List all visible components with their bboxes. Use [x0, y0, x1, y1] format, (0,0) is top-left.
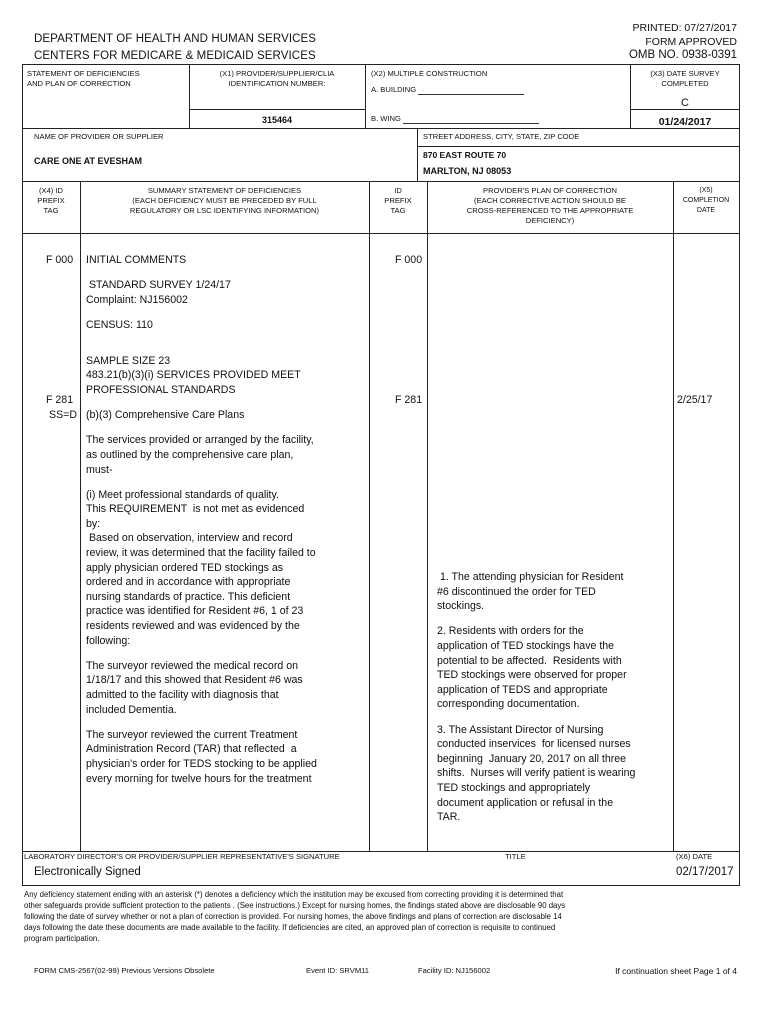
plan-line: corresponding documentation. — [437, 698, 580, 711]
city-state-zip: MARLTON, NJ 08053 — [423, 166, 512, 176]
provider-id-number: 315464 — [261, 115, 293, 125]
disclaimer-line: days following the date these documents are made available to the facility. If deficiencies are cited, an approved plan of correction is requisite to continued — [24, 923, 556, 932]
street-address: 870 EAST ROUTE 70 — [423, 150, 507, 160]
summary-line: included Dementia. — [86, 703, 177, 716]
tag-f281-right: F 281 — [395, 394, 423, 406]
summary-line: review, it was determined that the facility failed to — [86, 547, 316, 560]
printed-date: PRINTED: 07/27/2017 — [632, 22, 737, 34]
summary-line: The surveyor reviewed the medical record on — [86, 659, 298, 672]
scope-severity: SS=D — [49, 409, 77, 421]
plan-line: conducted inservices for licensed nurses — [437, 738, 631, 751]
building-field: A. BUILDING — [371, 85, 524, 95]
tag-f000-right: F 000 — [395, 254, 423, 266]
summary-line — [86, 268, 368, 279]
summary-line: The services provided or arranged by the facility, — [86, 434, 314, 447]
plan-line: 3. The Assistant Director of Nursing — [437, 723, 604, 736]
title-label: TITLE — [505, 852, 526, 861]
x2-label: (X2) MULTIPLE CONSTRUCTION — [371, 69, 488, 78]
summary-statement — [86, 253, 368, 786]
centers-title: CENTERS FOR MEDICARE & MEDICAID SERVICES — [34, 50, 316, 62]
disclaimer-line: other safeguards provide sufficient protection to the patients . (See instructions.) Except for nursing homes, the findings stated above are disclosable 90 days — [24, 901, 566, 910]
signature-label: LABORATORY DIRECTOR'S OR PROVIDER/SUPPLIER REPRESENTATIVE'S SIGNATURE — [24, 852, 340, 861]
summary-line: as outlined by the comprehensive care plan, — [86, 448, 294, 461]
facility-id: Facility ID: NJ156002 — [418, 966, 491, 975]
summary-line: every morning for twelve hours for the treatment — [86, 772, 312, 785]
summary-line: residents reviewed and was evidenced by the — [86, 620, 300, 633]
event-id: Event ID: SRVM11 — [306, 966, 370, 975]
plan-line — [437, 614, 673, 625]
x5-header: (X5) COMPLETION DATE — [682, 187, 730, 214]
summary-line — [86, 307, 368, 318]
summary-line: must- — [86, 463, 113, 476]
summary-line: STANDARD SURVEY 1/24/17 — [86, 279, 231, 292]
signature-date: 02/17/2017 — [676, 866, 734, 878]
tag-f000: F 000 — [46, 254, 74, 266]
signature-date-label: (X6) DATE — [676, 852, 713, 861]
summary-line — [86, 717, 368, 728]
id-header: ID PREFIX TAG — [384, 186, 412, 215]
signature-value: Electronically Signed — [34, 866, 141, 878]
completion-date: 2/25/17 — [677, 394, 713, 406]
plan-line: 2. Residents with orders for the — [437, 625, 584, 638]
address-label: STREET ADDRESS, CITY, STATE, ZIP CODE — [423, 132, 580, 141]
summary-line: admitted to the facility with diagnosis that — [86, 689, 279, 701]
disclaimer-line: following the date of survey whether or not a plan of correction is provided. For nursing homes, the above findings and plans of correction are disclosable 14 — [24, 912, 562, 921]
disclaimer-line: program participation. — [24, 934, 100, 943]
summary-line: SAMPLE SIZE 23 — [86, 354, 171, 367]
plan-line: 1. The attending physician for Resident — [437, 571, 624, 583]
survey-code: C — [681, 97, 689, 109]
summary-line: Based on observation, interview and record — [86, 532, 293, 545]
statement-label: STATEMENT OF DEFICIENCIES AND PLAN OF CORRECTION — [27, 69, 140, 88]
summary-line: practice was identified for Resident #6, 1 of 23 — [86, 605, 304, 618]
form-number: FORM CMS-2567(02-99) Previous Versions Obsolete — [34, 966, 215, 975]
summary-line — [86, 648, 368, 659]
plan-line: TED stockings and appropriately — [437, 781, 591, 794]
plan-line: application of TEDS and appropriate — [437, 683, 608, 696]
plan-line: #6 discontinued the order for TED — [437, 585, 596, 598]
omb-number: OMB NO. 0938-0391 — [628, 49, 737, 61]
summary-header: SUMMARY STATEMENT OF DEFICIENCIES (EACH DEFICIENCY MUST BE PRECEDED BY FULL REGULATORY OR LSC IDENTIFYING INFORMATION) — [129, 186, 320, 215]
summary-line — [86, 423, 368, 434]
form-approved: FORM APPROVED — [645, 36, 737, 48]
plan-line: TED stockings were observed for proper — [437, 669, 627, 682]
summary-line: The surveyor reviewed the current Treatment — [86, 728, 298, 741]
plan-line — [437, 712, 673, 723]
summary-line: (b)(3) Comprehensive Care Plans — [86, 409, 245, 422]
summary-line: PROFESSIONAL STANDARDS — [86, 383, 236, 396]
disclaimer-text — [24, 889, 740, 944]
summary-line — [86, 398, 368, 409]
x4-header: (X4) ID PREFIX TAG — [37, 186, 65, 215]
summary-line: INITIAL COMMENTS — [86, 254, 187, 266]
department-title: DEPARTMENT OF HEALTH AND HUMAN SERVICES — [34, 33, 317, 45]
summary-line: ordered and in accordance with appropriate — [86, 576, 291, 589]
summary-line: (i) Meet professional standards of quality. — [86, 488, 279, 501]
summary-line: nursing standards of practice. This deficient — [86, 590, 291, 603]
summary-line: Complaint: NJ156002 — [86, 293, 188, 306]
plan-line: application of TED stockings have the — [437, 639, 615, 652]
plan-line: shifts. Nurses will verify patient is wearing — [437, 767, 636, 780]
summary-line — [86, 333, 368, 344]
x3-label: (X3) DATE SURVEY COMPLETED — [650, 69, 720, 88]
summary-line: physician's order for TEDS stocking to be applied — [86, 757, 317, 770]
page-number: If continuation sheet Page 1 of 4 — [615, 966, 737, 976]
summary-line: Administration Record (TAR) that reflected a — [86, 743, 297, 756]
summary-line — [86, 477, 368, 488]
x1-label: (X1) PROVIDER/SUPPLIER/CLIA IDENTIFICATION NUMBER: — [219, 69, 335, 88]
summary-line — [86, 343, 368, 354]
summary-line: This REQUIREMENT is not met as evidenced — [86, 503, 305, 516]
plan-header: PROVIDER'S PLAN OF CORRECTION (EACH CORRECTIVE ACTION SHOULD BE CROSS-REFERENCED TO THE APPROPRIATE DEFICIENCY) — [466, 186, 634, 225]
plan-line: stockings. — [437, 600, 485, 613]
provider-name: CARE ONE AT EVESHAM — [34, 156, 143, 166]
disclaimer-line: Any deficiency statement ending with an asterisk (*) denotes a deficiency which the institution may be excused from correcting providing it is determined that — [24, 890, 564, 899]
plan-line: document application or refusal in the — [437, 796, 614, 809]
plan-line: beginning January 20, 2017 on all three — [437, 752, 627, 765]
summary-line: 483.21(b)(3)(i) SERVICES PROVIDED MEET — [86, 369, 301, 382]
summary-line: following: — [86, 634, 131, 647]
summary-line: by: — [86, 517, 101, 530]
plan-of-correction — [437, 570, 673, 825]
summary-line: 1/18/17 and this showed that Resident #6 was — [86, 674, 303, 687]
wing-field: B. WING — [371, 114, 539, 124]
summary-line: apply physician ordered TED stockings as — [86, 561, 284, 574]
survey-completed-date: 01/24/2017 — [658, 116, 712, 128]
tag-f281: F 281 — [46, 394, 74, 406]
plan-line: TAR. — [437, 811, 461, 824]
provider-name-label: NAME OF PROVIDER OR SUPPLIER — [34, 132, 164, 141]
summary-line: CENSUS: 110 — [86, 318, 153, 331]
plan-line: potential to be affected. Residents with — [437, 654, 622, 667]
